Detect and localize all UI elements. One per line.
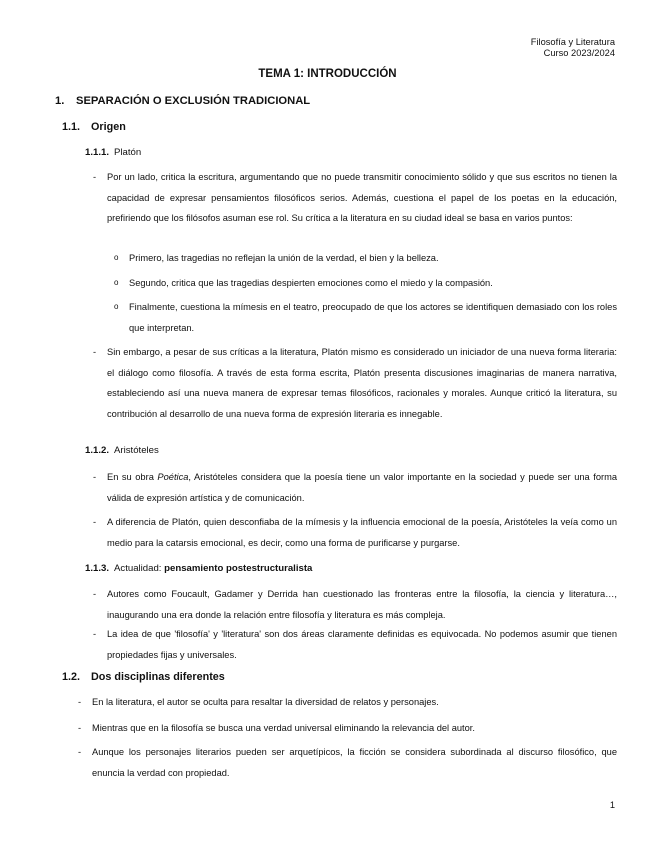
disciplinas-item-1: En la literatura, el autor se oculta para resaltar la diversidad de relatos y personajes. <box>92 697 439 707</box>
platon-number: 1.1.1. <box>85 147 110 158</box>
dash-marker: - <box>93 629 97 639</box>
bullet-circle-icon: o <box>114 302 119 311</box>
aristoteles-paragraph-1 <box>107 467 617 508</box>
subsection-1-1-number: 1.1. <box>62 121 81 133</box>
aristoteles-p1-before: En su obra <box>107 472 158 482</box>
dash-marker: - <box>93 347 97 357</box>
section-1-number: 1. <box>55 95 65 107</box>
actualidad-title-plain: Actualidad: <box>114 563 165 574</box>
platon-bullet-1: Primero, las tragedias no reflejan la unión de la verdad, el bien y la belleza. <box>129 253 439 263</box>
subsection-1-2-title: Dos disciplinas diferentes <box>91 671 225 683</box>
subsection-1-1-heading <box>62 121 126 133</box>
section-1-heading <box>55 95 310 107</box>
subsection-1-1-title: Origen <box>91 121 126 133</box>
dash-marker: - <box>93 472 97 482</box>
document-title: TEMA 1: INTRODUCCIÓN <box>258 68 397 80</box>
dash-marker: - <box>93 589 97 599</box>
disciplinas-item-2: Mientras que en la filosofía se busca una verdad universal eliminando la relevancia del autor. <box>92 723 475 733</box>
actualidad-paragraph-1: Autores como Foucault, Gadamer y Derrida han cuestionado las fronteras entre la filosofía, la ciencia y literatura…, inaugurando una era donde la relación entre filosofía y literatura es más compleja. <box>107 589 617 620</box>
header-course: Curso 2023/2024 <box>543 48 615 58</box>
subsubsection-actualidad-heading <box>85 563 312 574</box>
platon-title: Platón <box>114 147 142 158</box>
subsection-1-2-heading <box>62 671 225 683</box>
section-1-title: SEPARACIÓN O EXCLUSIÓN TRADICIONAL <box>76 95 311 107</box>
subsubsection-aristoteles-heading <box>85 445 159 456</box>
header-subject: Filosofía y Literatura <box>530 37 615 47</box>
bullet-circle-icon: o <box>114 253 119 262</box>
platon-paragraph-2: Sin embargo, a pesar de sus críticas a la literatura, Platón mismo es considerado un iniciador de una nueva forma literaria: el diálogo como filosofía. A través de esta forma escrita, Platón presenta discusiones imaginarias de manera narrativa, estableciendo así una nueva manera de expresar temas filosóficos, racionales y morales. Aunque criticó la literatura, su contribución al desarrollo de una nueva forma de expresión literaria es innegable. <box>107 347 617 419</box>
dash-marker: - <box>78 747 82 757</box>
aristoteles-number: 1.1.2. <box>85 445 110 456</box>
aristoteles-p1-after: , Aristóteles considera que la poesía tiene un valor importante en la sociedad y puede ser una forma válida de expresión artística y de comunicación. <box>107 472 617 503</box>
actualidad-paragraph-2: La idea de que 'filosofía' y 'literatura' son dos áreas claramente definidas es equivocada. No podemos asumir que tienen propiedades fijas y universales. <box>107 629 617 660</box>
aristoteles-paragraph-2: A diferencia de Platón, quien desconfiaba de la mímesis y la influencia emocional de la poesía, Aristóteles la veía como un medio para la catarsis emocional, es decir, como una forma de purificarse y purgarse. <box>107 517 617 548</box>
dash-marker: - <box>78 697 82 707</box>
dash-marker: - <box>93 517 97 527</box>
page-number: 1 <box>609 800 615 810</box>
dash-marker: - <box>78 723 82 733</box>
bullet-circle-icon: o <box>114 278 119 287</box>
actualidad-title-bold: pensamiento postestructuralista <box>164 563 313 574</box>
platon-bullet-3: Finalmente, cuestiona la mímesis en el teatro, preocupado de que los actores se identifiquen demasiado con los roles que interpretan. <box>129 302 617 333</box>
dash-marker: - <box>93 172 97 182</box>
aristoteles-p1-italic: Poética <box>157 472 189 482</box>
aristoteles-title: Aristóteles <box>114 445 159 456</box>
platon-bullet-2: Segundo, critica que las tragedias despierten emociones como el miedo y la compasión. <box>129 278 493 288</box>
subsubsection-platon-heading <box>85 147 141 158</box>
page-header <box>531 37 615 59</box>
subsection-1-2-number: 1.2. <box>62 671 81 683</box>
actualidad-number: 1.1.3. <box>85 563 110 574</box>
disciplinas-item-3: Aunque los personajes literarios pueden ser arquetípicos, la ficción se considera subordinada al discurso filosófico, que enuncia la verdad con propiedad. <box>92 747 617 778</box>
platon-paragraph-1: Por un lado, critica la escritura, argumentando que no puede transmitir conocimiento sólido y que sus escritos no tienen la capacidad de expresar pensamientos filosóficos serios. Además, cuestiona el papel de los poetas en la educación, prefiriendo que los filósofos asuman ese rol. Su crítica a la literatura en su ciudad ideal se basa en varios puntos: <box>107 172 617 224</box>
